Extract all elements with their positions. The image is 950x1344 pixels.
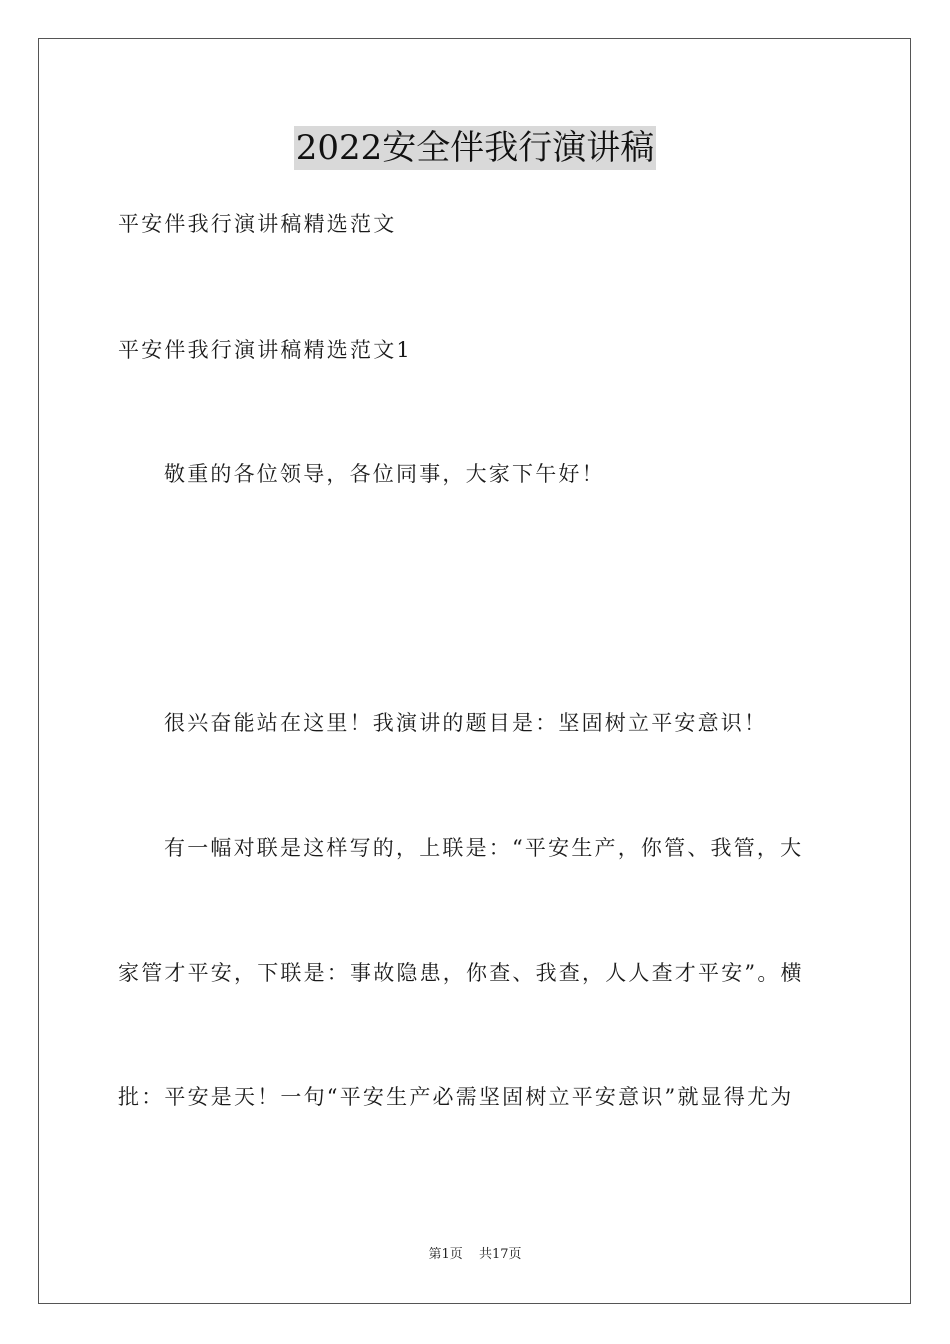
paragraph-body-line: 批：平安是天！一句“平安生产必需坚固树立平安意识”就显得尤为 <box>118 1085 794 1109</box>
page-footer <box>0 1246 950 1264</box>
paragraph-heading: 平安伴我行演讲稿精选范文 <box>118 212 397 236</box>
paragraph-body-line: 有一幅对联是这样写的，上联是：“平安生产，你管、我管，大 <box>164 836 804 860</box>
page-total: 共17页 <box>478 1247 522 1262</box>
document-title: 2022安全伴我行演讲稿 <box>295 128 655 168</box>
title-container <box>0 126 950 170</box>
paragraph-topic: 很兴奋能站在这里！我演讲的题目是：坚固树立平安意识！ <box>164 711 768 735</box>
page-number: 第1页 <box>428 1247 463 1262</box>
paragraph-greeting: 敬重的各位领导，各位同事，大家下午好！ <box>164 462 605 486</box>
paragraph-subheading: 平安伴我行演讲稿精选范文1 <box>118 338 412 362</box>
paragraph-body-line: 家管才平安，下联是：事故隐患，你查、我查，人人查才平安”。横 <box>118 961 804 985</box>
